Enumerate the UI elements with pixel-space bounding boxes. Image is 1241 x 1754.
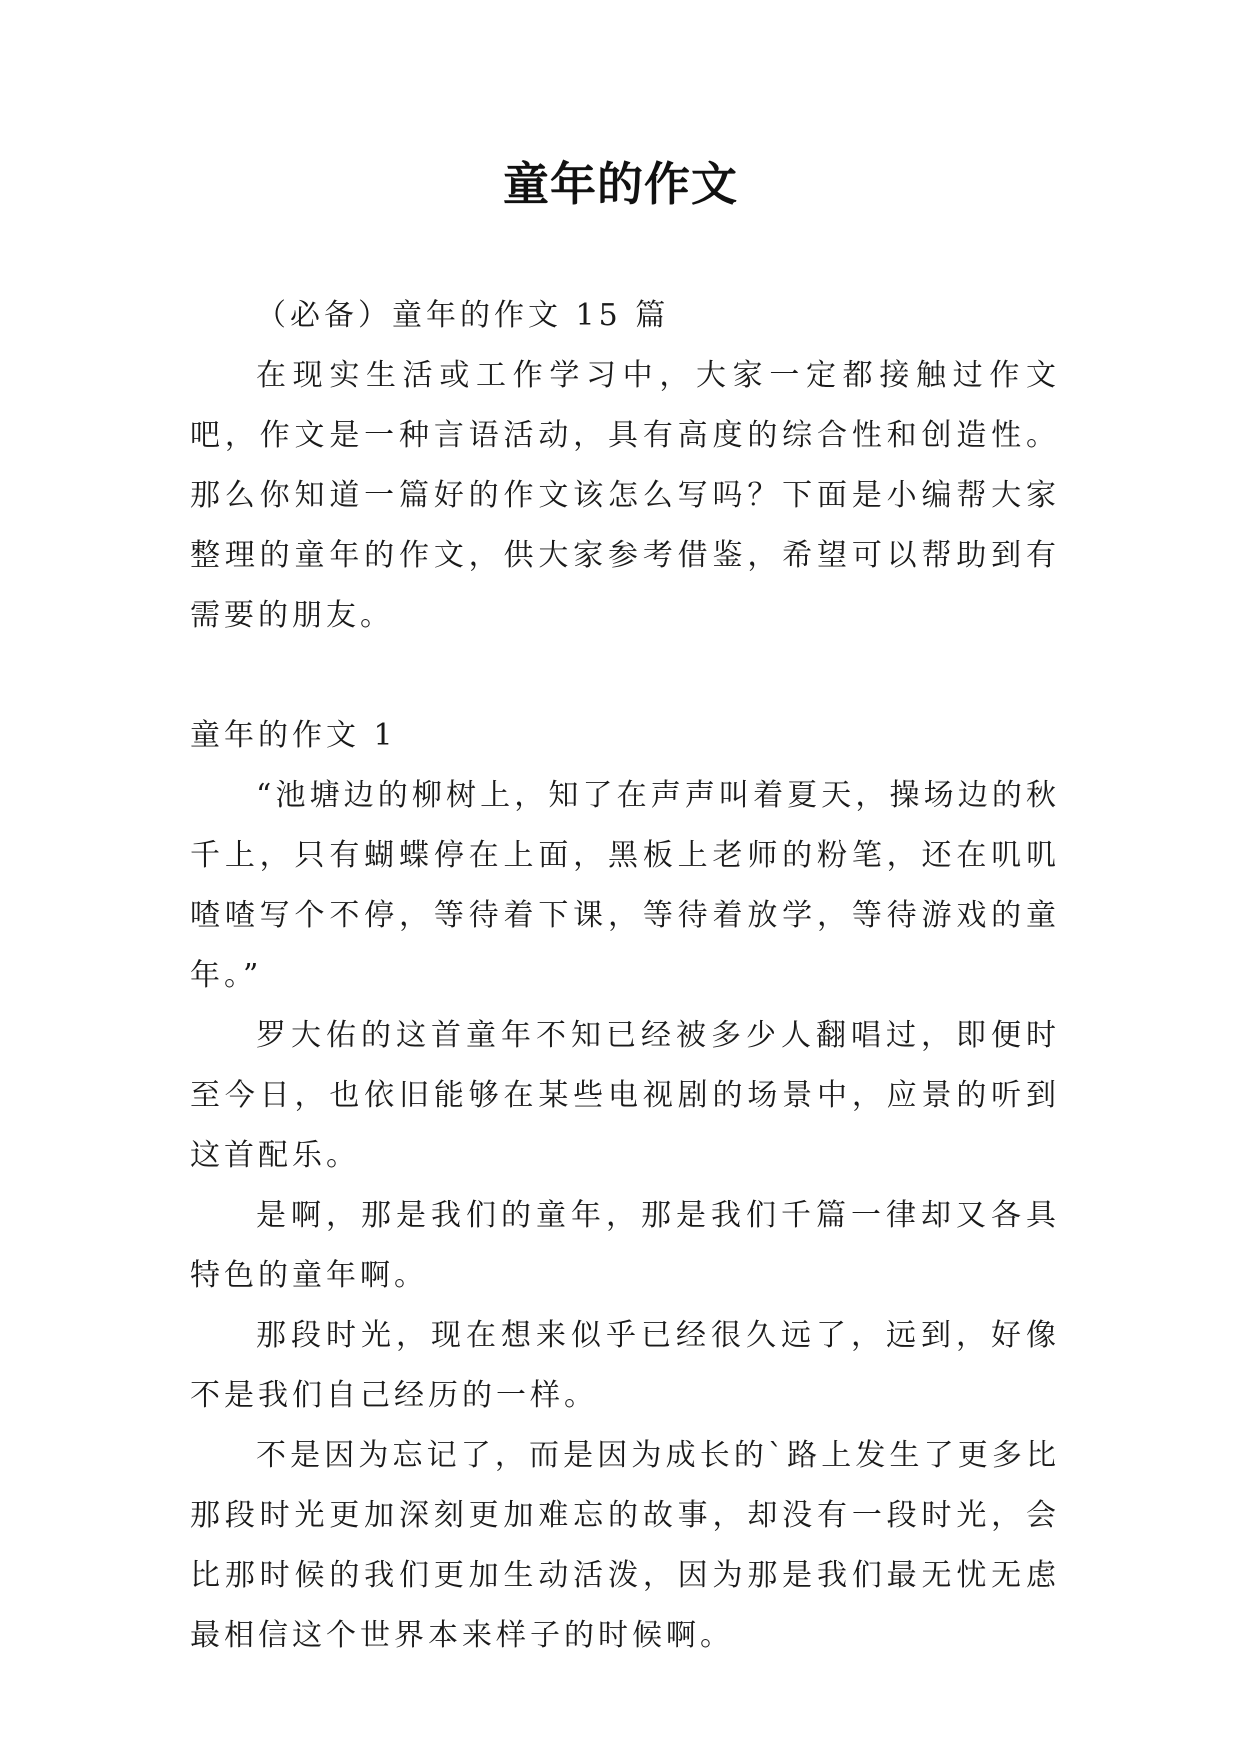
body-paragraph: 是啊，那是我们的童年，那是我们千篇一律却又各具特色的童年啊。 [190,1198,1060,1293]
section-spacer [190,646,1060,706]
document-subtitle: （必备）童年的作文 15 篇 [256,298,670,333]
document-body [190,286,1060,1666]
document-title: 童年的作文 [503,157,738,211]
section-heading: 童年的作文 1 [190,718,397,753]
body-paragraph: 罗大佑的这首童年不知已经被多少人翻唱过，即便时至今日，也依旧能够在某些电视剧的场景中，应景的听到这首配乐。 [190,1018,1060,1173]
body-paragraph: 那段时光，现在想来似乎已经很久远了，远到，好像不是我们自己经历的一样。 [190,1318,1060,1413]
body-paragraph: “池塘边的柳树上，知了在声声叫着夏天，操场边的秋千上，只有蝴蝶停在上面，黑板上老师的粉笔，还在叽叽喳喳写个不停，等待着下课，等待着放学，等待游戏的童年。” [190,778,1060,993]
body-paragraph: 不是因为忘记了，而是因为成长的`路上发生了更多比那段时光更加深刻更加难忘的故事，却没有一段时光，会比那时候的我们更加生动活泼，因为那是我们最无忧无虑最相信这个世界本来样子的时候啊。 [190,1438,1060,1653]
intro-paragraph: 在现实生活或工作学习中，大家一定都接触过作文吧，作文是一种言语活动，具有高度的综合性和创造性。那么你知道一篇好的作文该怎么写吗？下面是小编帮大家整理的童年的作文，供大家参考借鉴，希望可以帮助到有需要的朋友。 [190,358,1060,633]
